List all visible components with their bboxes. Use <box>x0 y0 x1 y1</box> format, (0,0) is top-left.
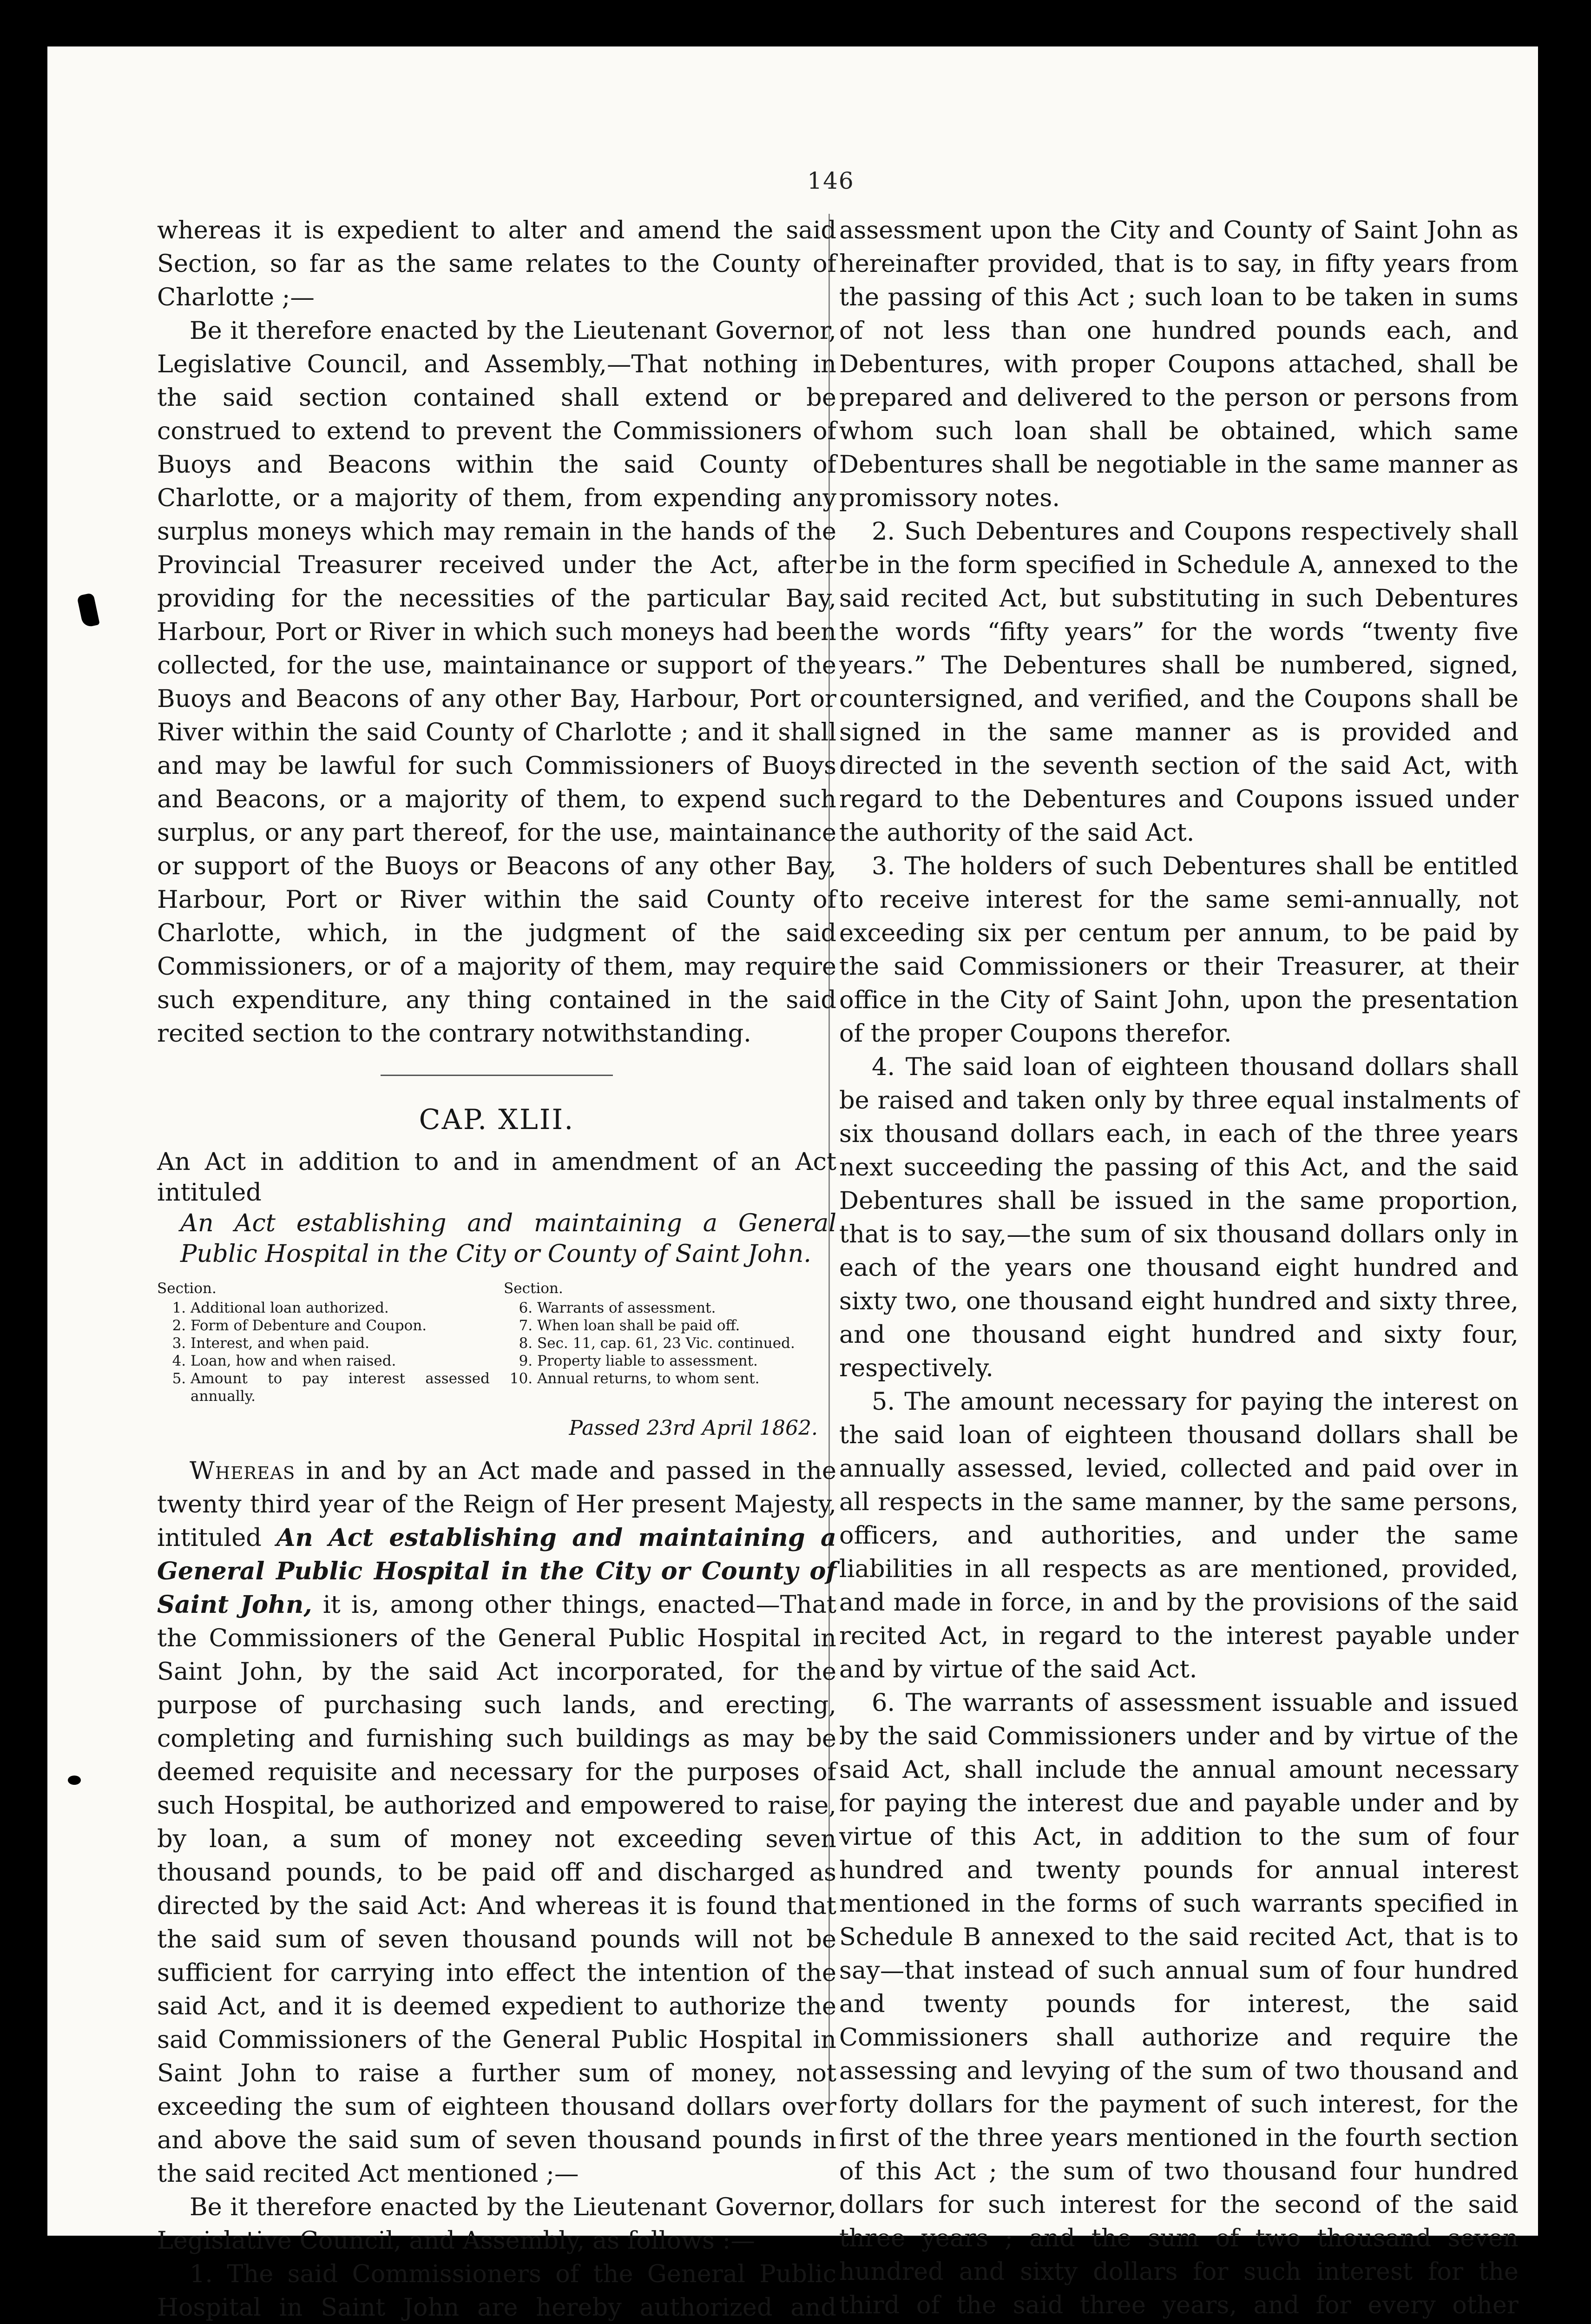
whereas-word: Whereas <box>190 1457 296 1485</box>
section-index <box>157 1280 836 1405</box>
preamble-text: in and by an Act made and passed in the twenty third year of the Reign of Her present Majesty, intituled <box>157 1457 836 1552</box>
paragraph: assessment upon the City and County of Saint John as hereinafter provided, that is to say, in fifty years from the passing of this Act ; such loan to be taken in sums of not less than one hundred pounds each, and Debentures, with proper Coupons attached, shall be prepared and delivered to the person or persons from whom such loan shall be obtained, which same Debentures shall be negotiable in the same manner as promissory notes. <box>839 216 1519 512</box>
chapter-heading: CAP. XLII. <box>419 1103 575 1136</box>
preamble-text: it is, among other things, enacted—That the Commissioners of the General Public Hospital in Saint John, by the said Act incorporated, for the purpose of purchasing such lands, and erecting, completing and furnishing such buildings as may be deemed requisite and necessary for the purposes of such Hospital, be authorized and empowered to raise, by loan, a sum of money not exceeding seven thousand pounds, to be paid off and discharged as directed by the said Act: And whereas it is found that the said sum of seven thousand pounds will not be sufficient for carrying into effect the intention of the said Act, and it is deemed expedient to authorize the said Commissioners of the General Public Hospital in Saint John to raise a further sum of money, not exceeding the sum of eighteen thousand dollars over and above the said sum of seven thousand pounds in the said recited Act mentioned ;— <box>157 1591 836 2188</box>
act-title <box>157 1147 836 1269</box>
section-index-item: 2. Form of Debenture and Coupon. <box>191 1317 490 1334</box>
section-index-item: 9. Property liable to assessment. <box>537 1352 836 1370</box>
section-divider-rule <box>381 1075 613 1076</box>
section-index-item: 6. Warrants of assessment. <box>537 1299 836 1317</box>
section-index-heading: Section. <box>157 1280 217 1297</box>
section-4: 4. The said loan of eighteen thousand dollars shall be raised and taken only by three equal instalments of six thousand dollars each, in each of the three years next succeeding the passing of this Act, and the said Debentures shall be issued in the same proportion, that is to say,—the sum of six thousand dollars only in each of the years one thousand eight hundred and sixty two, one thousand eight hundred and sixty three, and one thousand eight hundred and sixty four, respectively. <box>839 1053 1519 1382</box>
act-title-plain: An Act in addition to and in amendment of an Act intituled <box>157 1148 836 1207</box>
section-index-heading: Section. <box>504 1280 563 1297</box>
margin-ink-mark <box>77 593 100 628</box>
cited-act-title: An Act establishing and maintaining a General Public Hospital in the City or County of Saint John, <box>157 1524 836 1619</box>
margin-ink-mark-small <box>68 1776 81 1785</box>
section-index-item: 5. Amount to pay interest assessed annually. <box>191 1370 490 1405</box>
passed-date: Passed 23rd April 1862. <box>569 1416 818 1440</box>
preamble-paragraph <box>157 1454 836 2191</box>
section-index-item: 10. Annual returns, to whom sent. <box>537 1370 836 1387</box>
section-index-item: 1. Additional loan authorized. <box>191 1299 490 1317</box>
page-number: 146 <box>807 167 855 194</box>
paragraph: Be it therefore enacted by the Lieutenant Governor, Legislative Council, and Assembly,—That nothing in the said section contained shall extend or be construed to extend to prevent the Commissioners of Buoys and Beacons within the said County of Charlotte, or a majority of them, from expending any surplus moneys which may remain in the hands of the Provincial Treasurer received under the Act, after providing for the necessities of the particular Bay, Harbour, Port or River in which such moneys had been collected, for the use, maintainance or support of the Buoys and Beacons of any other Bay, Harbour, Port or River within the said County of Charlotte ; and it shall and may be lawful for such Commissioners of Buoys and Beacons, or a majority of them, to expend such surplus, or any part thereof, for the use, maintainance or support of the Buoys or Beacons of any other Bay, Harbour, Port or River within the said County of Charlotte, which, in the judgment of the said Commissioners, or of a majority of them, may require such expenditure, any thing contained in the said recited section to the contrary notwithstanding. <box>157 317 836 1048</box>
paragraph: whereas it is expedient to alter and amend the said Section, so far as the same relates to the County of Charlotte ;— <box>157 216 836 311</box>
section-5: 5. The amount necessary for paying the interest on the said loan of eighteen thousand dollars shall be annually assessed, levied, collected and paid over in all respects in the same manner, by the same persons, officers, and authorities, and under the same liabilities in all respects as are mentioned, provided, and made in force, in and by the provisions of the said recited Act, in regard to the interest payable under and by virtue of the said Act. <box>839 1387 1519 1684</box>
section-index-item: 7. When loan shall be paid off. <box>537 1317 836 1334</box>
left-column <box>157 214 836 2322</box>
section-index-item: 4. Loan, how and when raised. <box>191 1352 490 1370</box>
section-index-left <box>157 1280 490 1405</box>
section-index-item: 8. Sec. 11, cap. 61, 23 Vic. continued. <box>537 1334 836 1352</box>
right-column <box>839 214 1519 2319</box>
section-index-item: 3. Interest, and when paid. <box>191 1334 490 1352</box>
section-2: 2. Such Debentures and Coupons respectively shall be in the form specified in Schedule A, annexed to the said recited Act, but substituting in such Debentures the words “fifty years” for the words “twenty five years.” The Debentures shall be numbered, signed, countersigned, and verified, and the Coupons shall be signed in the same manner as is provided and directed in the seventh section of the said Act, with regard to the Debentures and Coupons issued under the authority of the said Act. <box>839 517 1519 847</box>
section-3: 3. The holders of such Debentures shall be entitled to receive interest for the same semi-annually, not exceeding six per centum per annum, to be paid by the said Commissioners or their Treasurer, at their office in the City of Saint John, upon the presentation of the proper Coupons therefor. <box>839 852 1519 1048</box>
enacting-clause: Be it therefore enacted by the Lieutenant Governor, Legislative Council, and Assembly, as follows :— <box>157 2193 836 2255</box>
section-1: 1. The said Commissioners of the General Public Hospital in Saint John are hereby authorized and <box>157 2260 836 2322</box>
section-6: 6. The warrants of assessment issuable and issued by the said Commissioners under and by virtue of the said Act, shall include the annual amount necessary for paying the interest due and payable under and by virtue of this Act, in addition to the sum of four hundred and twenty pounds for annual interest mentioned in the forms of such warrants specified in Schedule B annexed to the said recited Act, that is to say—that instead of such annual sum of four hundred and twenty pounds for interest, the said Commissioners shall authorize and require the assessing and levying of the sum of two thousand and forty dollars for the payment of such interest, for the first of the three years mentioned in the fourth section of this Act ; the sum of two thousand four hundred dollars for such interest for the second of the said three years ; and the sum of two thousand seven hundred and sixty dollars for such interest for the third of the said three years, and for every other <box>839 1689 1519 2319</box>
section-index-right <box>490 1280 836 1405</box>
act-title-italic: An Act establishing and maintaining a General Public Hospital in the City or County of Saint John. <box>180 1209 836 1268</box>
